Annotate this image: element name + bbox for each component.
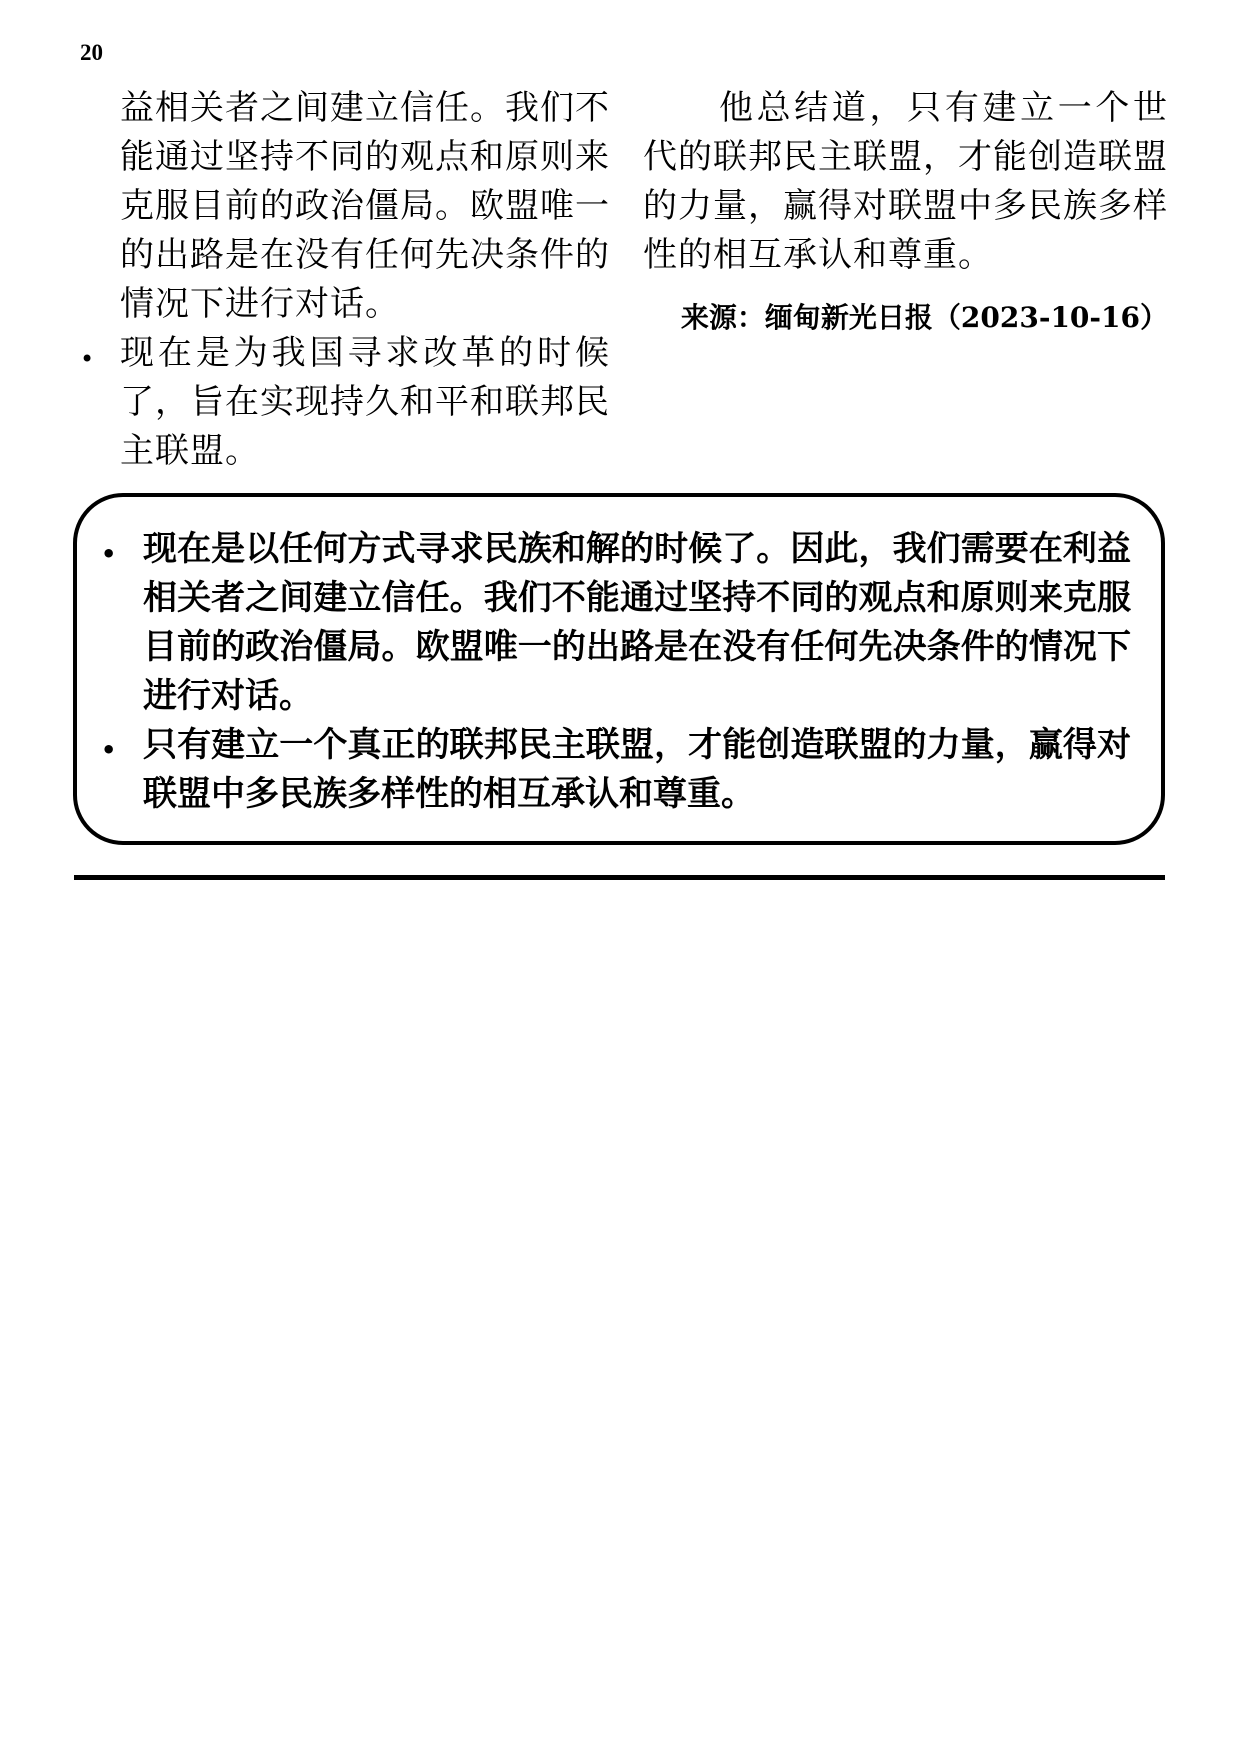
bullet-text: 现在是为我国寻求改革的时候了，旨在实现持久和平和联邦民主联盟。 (120, 333, 610, 471)
summary-item-text: 只有建立一个真正的联邦民主联盟，才能创造联盟的力量，赢得对联盟中多民族多样性的相互承认和尊重。 (143, 725, 1131, 814)
summary-item (101, 525, 1131, 721)
summary-box (73, 493, 1165, 845)
bullet-icon: • (101, 736, 117, 764)
left-column-bullet-item (80, 329, 610, 476)
left-column-continuation-paragraph: 益相关者之间建立信任。我们不能通过坚持不同的观点和原则来克服目前的政治僵局。欧盟唯一的出路是在没有任何先决条件的情况下进行对话。 (120, 88, 610, 324)
bullet-icon: • (101, 540, 117, 568)
source-citation: 来源：缅甸新光日报（2023-10-16） (680, 301, 1168, 334)
page-number: 20 (80, 40, 103, 65)
horizontal-rule (74, 875, 1165, 880)
right-column (643, 84, 1168, 338)
summary-item (101, 721, 1131, 819)
summary-item-text: 现在是以任何方式寻求民族和解的时候了。因此，我们需要在利益相关者之间建立信任。我们不能通过坚持不同的观点和原则来克服目前的政治僵局。欧盟唯一的出路是在没有任何先决条件的情况下进行对话。 (143, 529, 1131, 716)
bullet-icon: • (80, 345, 96, 373)
left-column (80, 84, 610, 476)
right-column-paragraph: 他总结道，只有建立一个世代的联邦民主联盟，才能创造联盟的力量，赢得对联盟中多民族多样性的相互承认和尊重。 (643, 88, 1168, 275)
